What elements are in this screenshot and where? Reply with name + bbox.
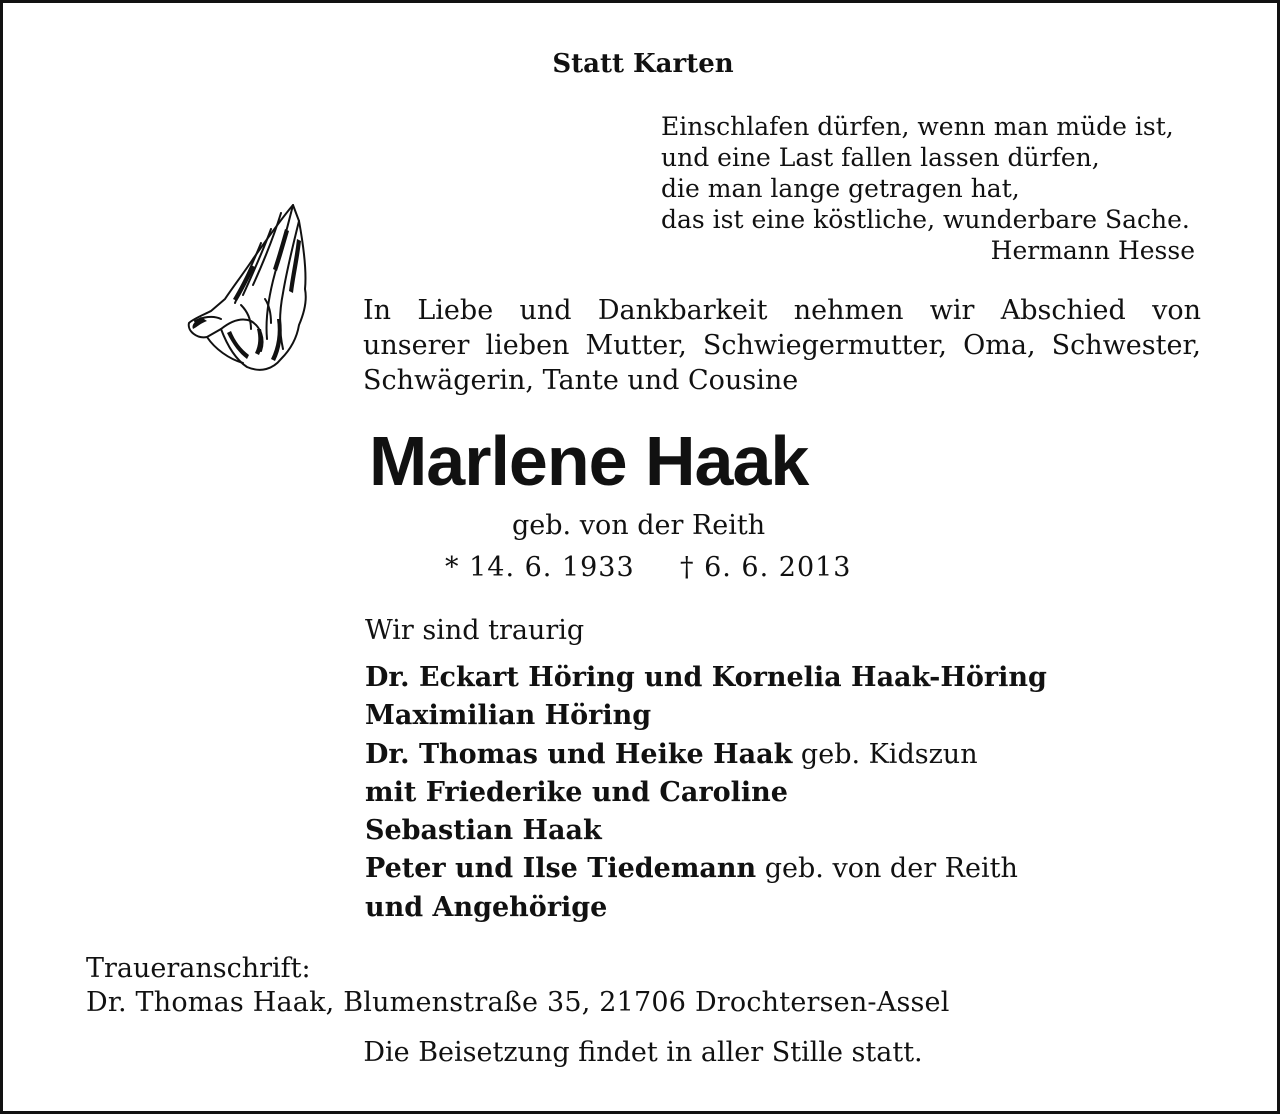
- maiden-name: geb. von der Reith: [512, 510, 766, 541]
- mourner-names: Dr. Eckart Höring und Kornelia Haak-Höring: [365, 662, 1047, 693]
- quote-author: Hermann Hesse: [990, 236, 1195, 265]
- praying-hands-icon: [181, 199, 321, 379]
- quote-line: die man lange getragen hat,: [661, 174, 1020, 203]
- intro-line: Schwägerin, Tante und Cousine: [363, 365, 799, 396]
- mourner-line: [365, 889, 1047, 927]
- mourner-line: [365, 697, 1047, 735]
- mourner-note: geb. von der Reith: [756, 853, 1018, 885]
- mourner-line: [365, 812, 1047, 850]
- mourner-names: Dr. Thomas und Heike Haak: [365, 738, 793, 770]
- mourner-names: und Angehörige: [365, 891, 608, 923]
- mourners-intro: Wir sind traurig: [365, 615, 585, 646]
- intro-line: In Liebe und Dankbarkeit nehmen wir Abschied von: [363, 295, 1201, 326]
- birth-date: * 14. 6. 1933: [445, 552, 635, 583]
- quote-line: und eine Last fallen lassen dürfen,: [661, 143, 1100, 172]
- mourner-names: mit Friederike und Caroline: [365, 776, 788, 808]
- mourner-note: geb. Kidszun: [792, 738, 978, 770]
- mourner-names: Maximilian Höring: [365, 700, 652, 732]
- address-label: Traueranschrift:: [86, 953, 311, 984]
- mourners-list: [365, 659, 1047, 927]
- mourner-line: [365, 774, 1047, 812]
- mourner-line: [365, 736, 1047, 774]
- notice-heading: Statt Karten: [552, 49, 734, 79]
- intro-line: unserer lieben Mutter, Schwiegermutter, Oma, Schwester,: [363, 330, 1201, 361]
- mourner-names: Sebastian Haak: [365, 815, 602, 847]
- deceased-name: Marlene Haak: [369, 422, 809, 500]
- death-date: † 6. 6. 2013: [680, 552, 852, 583]
- intro-text: [363, 293, 1201, 398]
- mourner-names: Peter und Ilse Tiedemann: [365, 853, 757, 885]
- address-value: Dr. Thomas Haak, Blumenstraße 35, 21706 Drochtersen-Assel: [86, 987, 950, 1018]
- mourner-line: [365, 850, 1047, 888]
- quote-line: das ist eine köstliche, wunderbare Sache.: [661, 205, 1190, 234]
- quote-line: Einschlafen dürfen, wenn man müde ist,: [661, 112, 1174, 141]
- quote: [661, 111, 1190, 235]
- funeral-note: Die Beisetzung findet in aller Stille statt.: [363, 1037, 923, 1068]
- mourner-line: [365, 659, 1047, 697]
